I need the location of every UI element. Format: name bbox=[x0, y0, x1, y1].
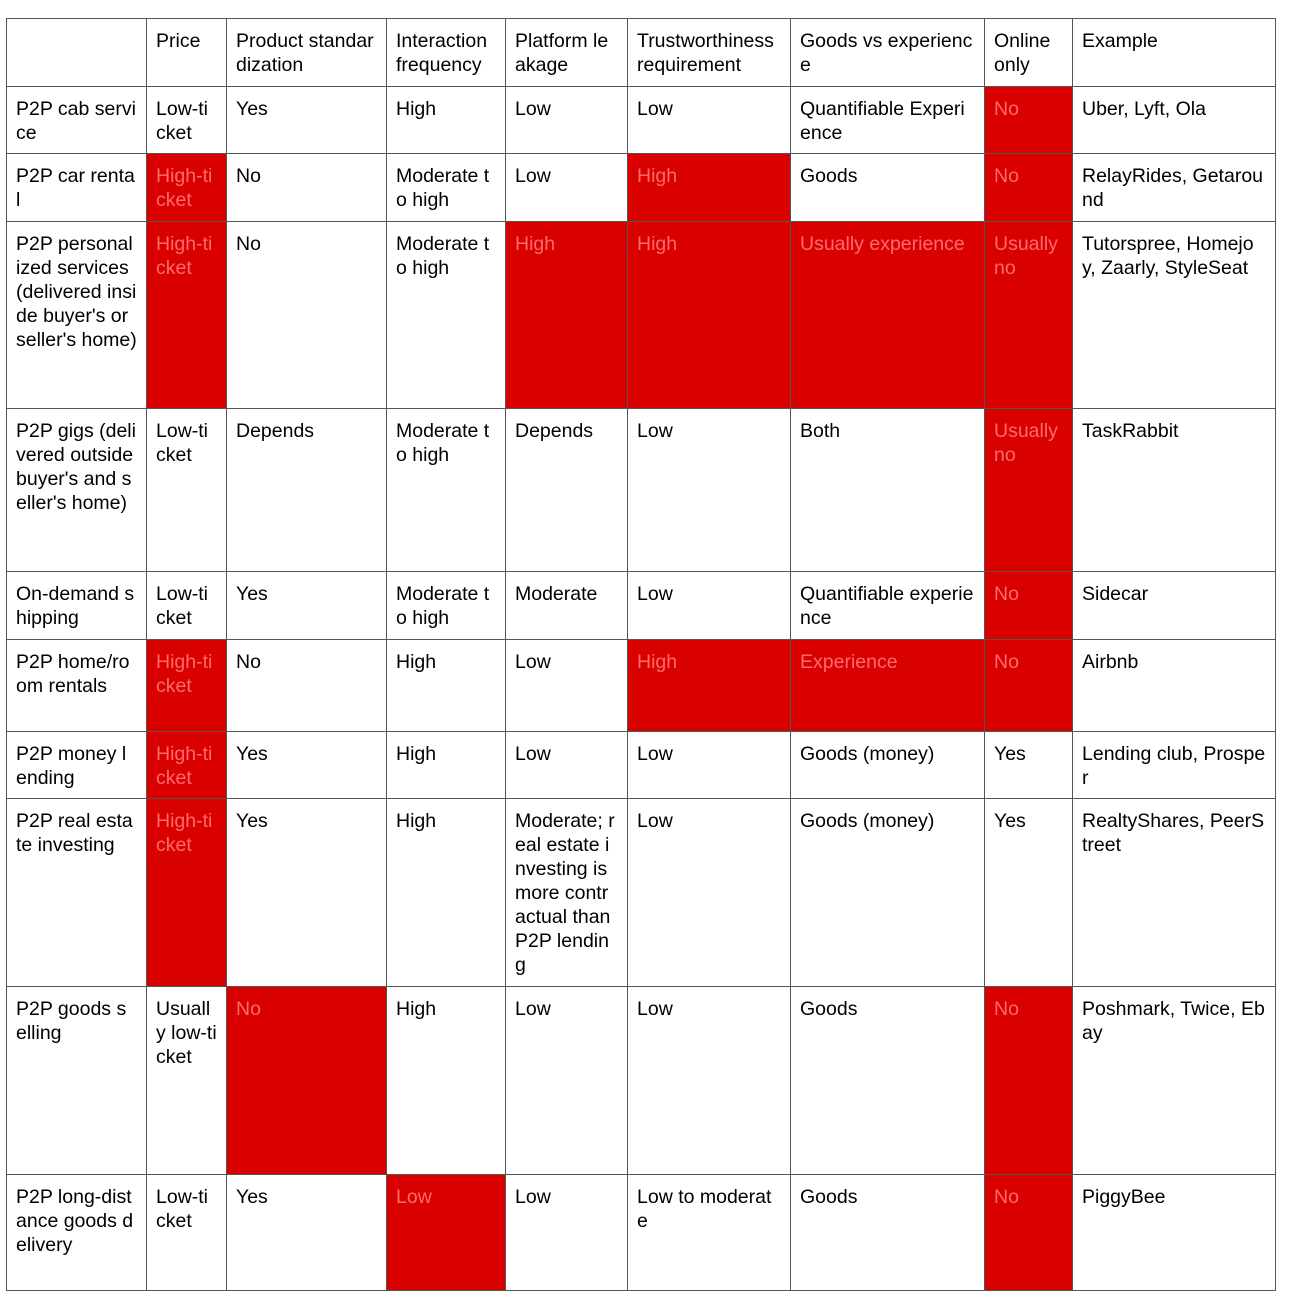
cell-example: Poshmark, Twice, Ebay bbox=[1073, 987, 1276, 1175]
cell-product-standardization: No bbox=[227, 222, 387, 409]
cell-interaction-frequency: Moderate to high bbox=[387, 409, 506, 572]
cell-example: PiggyBee bbox=[1073, 1175, 1276, 1291]
table-row bbox=[7, 732, 1276, 799]
cell-interaction-frequency: Moderate to high bbox=[387, 222, 506, 409]
row-label-cell: P2P cab service bbox=[7, 87, 147, 154]
cell-example: Sidecar bbox=[1073, 572, 1276, 640]
cell-online-only: Usually no bbox=[985, 409, 1073, 572]
cell-interaction-frequency: Moderate to high bbox=[387, 154, 506, 222]
cell-price: High-ticket bbox=[147, 640, 227, 732]
table-row bbox=[7, 1175, 1276, 1291]
cell-platform-leakage: Moderate bbox=[506, 572, 628, 640]
cell-price: High-ticket bbox=[147, 732, 227, 799]
cell-interaction-frequency: Moderate to high bbox=[387, 572, 506, 640]
cell-goods-vs-experience: Goods bbox=[791, 154, 985, 222]
column-header-trustworthiness-requirement: Trustworthiness requirement bbox=[628, 19, 791, 87]
row-label-cell: P2P goods selling bbox=[7, 987, 147, 1175]
cell-interaction-frequency: Low bbox=[387, 1175, 506, 1291]
cell-goods-vs-experience: Goods bbox=[791, 1175, 985, 1291]
cell-example: TaskRabbit bbox=[1073, 409, 1276, 572]
table-row bbox=[7, 799, 1276, 987]
cell-goods-vs-experience: Quantifiable Experience bbox=[791, 87, 985, 154]
cell-trustworthiness-requirement: Low bbox=[628, 409, 791, 572]
column-header-example: Example bbox=[1073, 19, 1276, 87]
cell-example: Lending club, Prosper bbox=[1073, 732, 1276, 799]
cell-interaction-frequency: High bbox=[387, 87, 506, 154]
cell-trustworthiness-requirement: High bbox=[628, 154, 791, 222]
cell-online-only: No bbox=[985, 1175, 1073, 1291]
table-row bbox=[7, 572, 1276, 640]
column-header-price: Price bbox=[147, 19, 227, 87]
row-label-cell: P2P money lending bbox=[7, 732, 147, 799]
cell-trustworthiness-requirement: High bbox=[628, 640, 791, 732]
cell-price: High-ticket bbox=[147, 222, 227, 409]
cell-example: RealtyShares, PeerStreet bbox=[1073, 799, 1276, 987]
cell-platform-leakage: Depends bbox=[506, 409, 628, 572]
cell-trustworthiness-requirement: Low bbox=[628, 987, 791, 1175]
cell-goods-vs-experience: Experience bbox=[791, 640, 985, 732]
cell-price: High-ticket bbox=[147, 799, 227, 987]
cell-online-only: Yes bbox=[985, 732, 1073, 799]
cell-platform-leakage: Low bbox=[506, 640, 628, 732]
cell-online-only: No bbox=[985, 640, 1073, 732]
cell-platform-leakage: Low bbox=[506, 732, 628, 799]
cell-goods-vs-experience: Usually experience bbox=[791, 222, 985, 409]
cell-goods-vs-experience: Goods (money) bbox=[791, 732, 985, 799]
cell-platform-leakage: High bbox=[506, 222, 628, 409]
cell-platform-leakage: Low bbox=[506, 987, 628, 1175]
comparison-table bbox=[6, 18, 1276, 1291]
cell-price: Low-ticket bbox=[147, 87, 227, 154]
column-header-platform-leakage: Platform leakage bbox=[506, 19, 628, 87]
cell-product-standardization: No bbox=[227, 154, 387, 222]
cell-example: Tutorspree, Homejoy, Zaarly, StyleSeat bbox=[1073, 222, 1276, 409]
row-label-cell: P2P gigs (delivered outside buyer's and seller's home) bbox=[7, 409, 147, 572]
row-label-cell: P2P car rental bbox=[7, 154, 147, 222]
table-body bbox=[7, 19, 1276, 1291]
table-row bbox=[7, 987, 1276, 1175]
cell-example: Airbnb bbox=[1073, 640, 1276, 732]
cell-trustworthiness-requirement: Low to moderate bbox=[628, 1175, 791, 1291]
cell-online-only: No bbox=[985, 154, 1073, 222]
cell-goods-vs-experience: Quantifiable experience bbox=[791, 572, 985, 640]
column-header-product-standardization: Product standardization bbox=[227, 19, 387, 87]
cell-price: Low-ticket bbox=[147, 409, 227, 572]
table-row bbox=[7, 87, 1276, 154]
cell-online-only: No bbox=[985, 987, 1073, 1175]
cell-trustworthiness-requirement: Low bbox=[628, 87, 791, 154]
cell-platform-leakage: Moderate; real estate investing is more contractual than P2P lending bbox=[506, 799, 628, 987]
cell-interaction-frequency: High bbox=[387, 987, 506, 1175]
cell-product-standardization: Yes bbox=[227, 1175, 387, 1291]
cell-online-only: Yes bbox=[985, 799, 1073, 987]
row-label-cell: P2P real estate investing bbox=[7, 799, 147, 987]
cell-trustworthiness-requirement: Low bbox=[628, 732, 791, 799]
cell-product-standardization: No bbox=[227, 987, 387, 1175]
cell-product-standardization: Yes bbox=[227, 572, 387, 640]
cell-price: Low-ticket bbox=[147, 1175, 227, 1291]
cell-online-only: Usually no bbox=[985, 222, 1073, 409]
table-row bbox=[7, 222, 1276, 409]
cell-product-standardization: Yes bbox=[227, 732, 387, 799]
cell-product-standardization: Yes bbox=[227, 799, 387, 987]
cell-trustworthiness-requirement: Low bbox=[628, 799, 791, 987]
cell-platform-leakage: Low bbox=[506, 1175, 628, 1291]
cell-price: Low-ticket bbox=[147, 572, 227, 640]
cell-product-standardization: No bbox=[227, 640, 387, 732]
cell-trustworthiness-requirement: High bbox=[628, 222, 791, 409]
cell-online-only: No bbox=[985, 572, 1073, 640]
cell-platform-leakage: Low bbox=[506, 154, 628, 222]
cell-price: Usually low-ticket bbox=[147, 987, 227, 1175]
cell-product-standardization: Depends bbox=[227, 409, 387, 572]
cell-goods-vs-experience: Goods (money) bbox=[791, 799, 985, 987]
cell-example: Uber, Lyft, Ola bbox=[1073, 87, 1276, 154]
cell-product-standardization: Yes bbox=[227, 87, 387, 154]
table-row bbox=[7, 409, 1276, 572]
column-header-interaction-frequency: Interaction frequency bbox=[387, 19, 506, 87]
cell-price: High-ticket bbox=[147, 154, 227, 222]
table-row bbox=[7, 640, 1276, 732]
row-label-cell: On-demand shipping bbox=[7, 572, 147, 640]
cell-interaction-frequency: High bbox=[387, 640, 506, 732]
column-header-row-label bbox=[7, 19, 147, 87]
cell-platform-leakage: Low bbox=[506, 87, 628, 154]
cell-goods-vs-experience: Both bbox=[791, 409, 985, 572]
header-row bbox=[7, 19, 1276, 87]
cell-online-only: No bbox=[985, 87, 1073, 154]
column-header-goods-vs-experience: Goods vs experience bbox=[791, 19, 985, 87]
row-label-cell: P2P long-distance goods delivery bbox=[7, 1175, 147, 1291]
cell-example: RelayRides, Getaround bbox=[1073, 154, 1276, 222]
row-label-cell: P2P home/room rentals bbox=[7, 640, 147, 732]
column-header-online-only: Online only bbox=[985, 19, 1073, 87]
cell-trustworthiness-requirement: Low bbox=[628, 572, 791, 640]
cell-interaction-frequency: High bbox=[387, 732, 506, 799]
row-label-cell: P2P personalized services (delivered inside buyer's or seller's home) bbox=[7, 222, 147, 409]
cell-interaction-frequency: High bbox=[387, 799, 506, 987]
table-row bbox=[7, 154, 1276, 222]
cell-goods-vs-experience: Goods bbox=[791, 987, 985, 1175]
